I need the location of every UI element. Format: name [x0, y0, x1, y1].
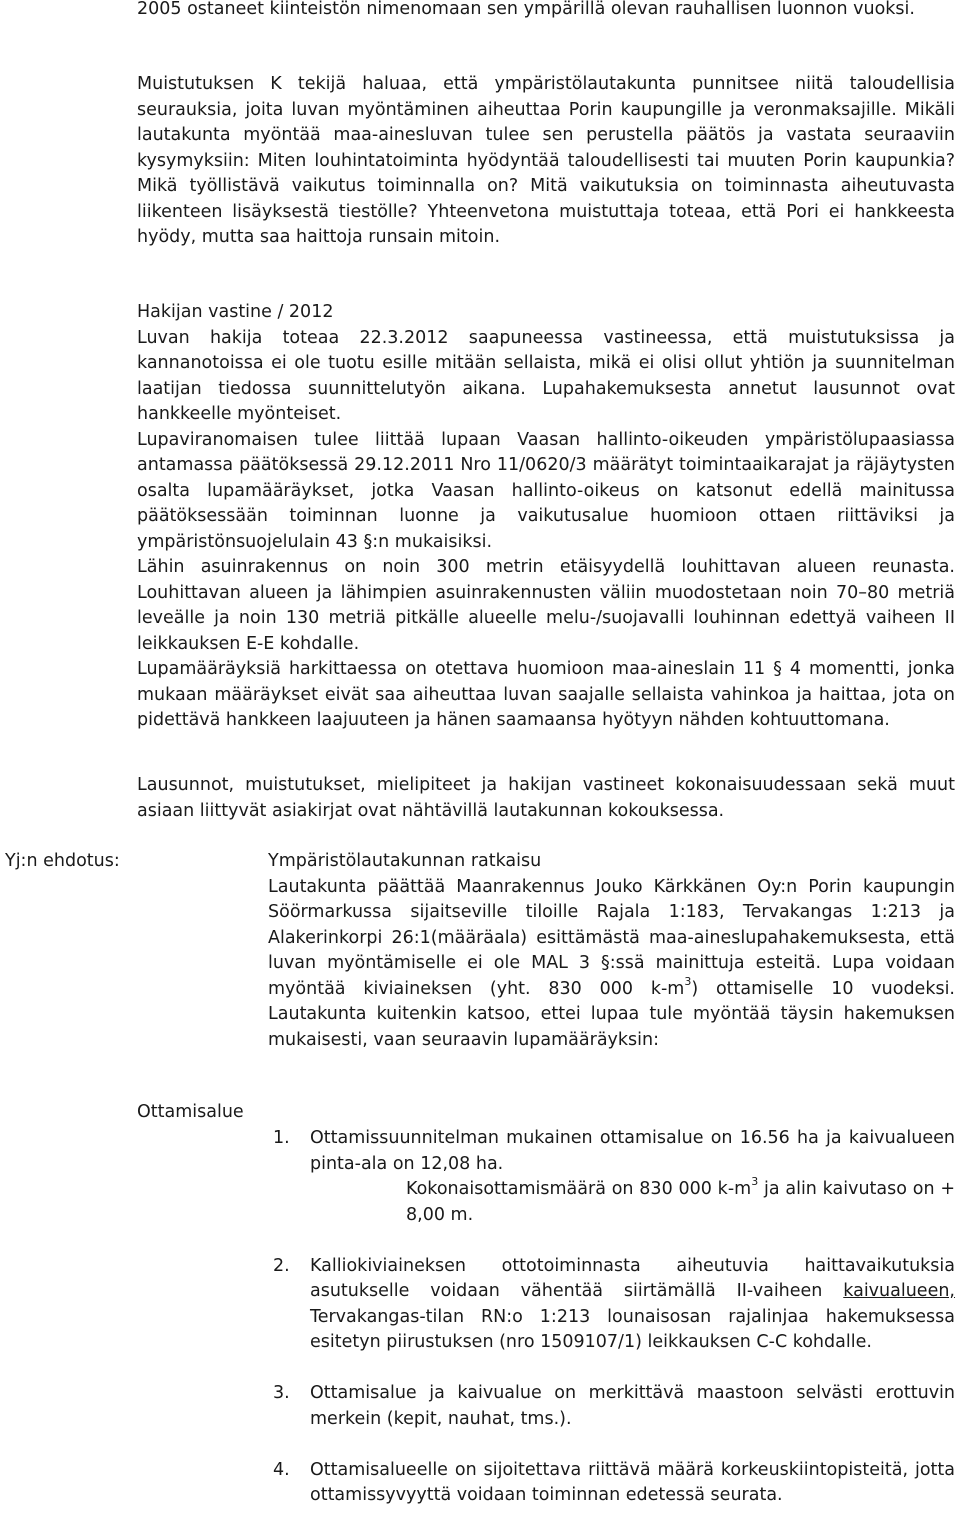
ehdotus-section [268, 849, 955, 1053]
ottamisalue-list [268, 1126, 955, 1534]
vastine-paragraph-1: Luvan hakija toteaa 22.3.2012 saapuneessa vastineessa, että muistutuksissa ja kannanotoissa ei ole tuotu esille mitään sellaista, mikä ei olisi ollut yhtiön ja suunnitelman laatijan tiedossa suunnittelutyön aikana. Lupahakemuksesta annetut lausunnot ovat hankkeelle myönteiset. [137, 327, 955, 424]
ratkaisu-heading: Ympäristölautakunnan ratkaisu [268, 851, 542, 871]
intro-paragraph-2: Muistutuksen K tekijä haluaa, että ympäristölautakunta punnitsee niitä taloudellisia seurauksia, joita luvan myöntäminen aiheuttaa Porin kaupungille ja veronmaksajille. Mikäli lautakunta myöntää maa-ainesluvan tulee sen perustella päätös ja vastata seuraaviin kysymyksiin: Miten louhintatoiminta hyödyntää taloudellisesti tai muuten Porin kaupunkia? Mikä työllistävä vaikutus toiminnalla on? Mitä vaikutuksia on toiminnasta aiheutuvasta liikenteen lisäyksestä tiestölle? Yhteenvetona muistuttaja toteaa, että Pori ei hankkeesta hyödy, mutta saa haittoja runsain mitoin. [137, 74, 955, 247]
ratkaisu-text-b: ) ottamiselle 10 vuodeksi. Lautakunta kuitenkin katsoo, ettei lupaa tule myöntää täysin hakemuksen mukaisesti, vaan seuraavin lupamääräyksin: [268, 978, 955, 1050]
ratkaisu-text-a: Lautakunta päättää Maanrakennus Jouko Kärkkänen Oy:n Porin kaupungin Söörmarkussa sijaitseville tiloille Rajala 1:183, Tervakangas 1:213 ja Alakerinkorpi 26:1(määräala) esittämästä maa-aineslupahakemuksesta, että luvan myöntämiselle ei ole MAL 3 §:ssä mainittuja esteitä. Lupa voidaan myöntää kiviaineksen (yht. 830 000 k-m [268, 876, 955, 999]
item-1-text-c: ja alin kaivutaso on + 8,00 m. [406, 1179, 955, 1225]
item-1-text-b: Kokonaisottamismäärä on 830 000 k-m [406, 1179, 752, 1199]
vastine-heading: Hakijan vastine / 2012 [137, 302, 334, 322]
item-2-underlined: kaivualueen, [843, 1281, 955, 1301]
superscript-3: 3 [751, 1175, 759, 1189]
vastine-paragraph-5: Lausunnot, muistutukset, mielipiteet ja hakijan vastineet kokonaisuudessaan sekä muut asiaan liittyvät asiakirjat ovat nähtävillä lautakunnan kokouksessa. [137, 775, 955, 821]
vastine-paragraph-3: Lähin asuinrakennus on noin 300 metrin etäisyydellä louhittavan alueen reunasta. Louhittavan alueen ja lähimpien asuinrakennusten väliin muodostetaan noin 70–80 metriä leveälle ja noin 130 metriä pitkälle alueelle melu-/suojavalli louhinnan edettyä vaiheen II leikkauksen E-E kohdalle. [137, 557, 955, 654]
list-item-number: 2. [273, 1255, 290, 1276]
item-2-text-a: Kalliokiviaineksen ottotoiminnasta aiheutuvia haittavaikutuksia asutukselle voidaan vähentää siirtämällä II-vaiheen [310, 1255, 955, 1301]
vastine-section-2 [137, 773, 955, 824]
intro-paragraph-1: 2005 ostaneet kiinteistön nimenomaan sen ympärillä olevan rauhallisen luonnon vuoksi. [137, 0, 915, 19]
vastine-paragraph-4: Lupamääräyksiä harkittaessa on otettava huomioon maa-aineslain 11 § 4 momentti, jonka mukaan määräykset eivät saa aiheuttaa luvan saajalle sellaista vahinkoa ja haittaa, jota on pidettävä hankkeen laajuuteen ja hänen saamaansa hyötyyn nähden kohtuuttomana. [137, 659, 955, 730]
intro-section [137, 0, 955, 23]
list-item-number: 3. [273, 1383, 290, 1403]
item-1-indented-line [310, 1177, 955, 1228]
vastine-paragraph-2: Lupaviranomaisen tulee liittää lupaan Vaasan hallinto-oikeuden ympäristölupaasiassa antamassa päätöksessä 29.12.2011 Nro 11/0620/3 määrätyt toimintaaikarajat ja räjäytysten osalta lupamääräykset, jotka Vaasan hallinto-oikeus on katsonut edellä mainitussa päätöksessään toiminnan luonne ja vaikutusalue huomioon ottaen riittäviksi ja ympäristönsuojelulain 43 §:n mukaisiksi. [137, 429, 955, 552]
list-item-number: 4. [273, 1459, 290, 1480]
list-item [268, 1126, 955, 1228]
list-item [268, 1458, 955, 1509]
item-3-text: Ottamisalue ja kaivualue on merkittävä maastoon selvästi erottuvin merkein (kepit, nauhat, tms.). [310, 1383, 955, 1429]
item-1-text-a: Ottamissuunnitelman mukainen ottamisalue on 16.56 ha ja kaivualueen pinta-ala on 12,08 ha. [310, 1128, 955, 1174]
superscript-3: 3 [684, 974, 692, 988]
intro-section-2 [137, 72, 955, 251]
item-4-text: Ottamisalueelle on sijoitettava riittävä määrä korkeuskiintopisteitä, jotta ottamissyvyyttä voidaan toiminnan edetessä seurata. [310, 1459, 955, 1505]
list-item-number: 1. [273, 1128, 290, 1148]
ratkaisu-paragraph [268, 875, 955, 1054]
vastine-section [137, 300, 955, 734]
ottamisalue-label: Ottamisalue [137, 1102, 244, 1122]
list-item [268, 1254, 955, 1356]
item-2-text-c: Tervakangas-tilan RN:o 1:213 lounaisosan rajalinjaa hakemuksessa esitetyn piirustuksen (nro 1509107/1) leikkauksen C-C kohdalle. [310, 1306, 955, 1352]
list-item [268, 1381, 955, 1432]
ehdotus-label: Yj:n ehdotus: [5, 851, 120, 871]
